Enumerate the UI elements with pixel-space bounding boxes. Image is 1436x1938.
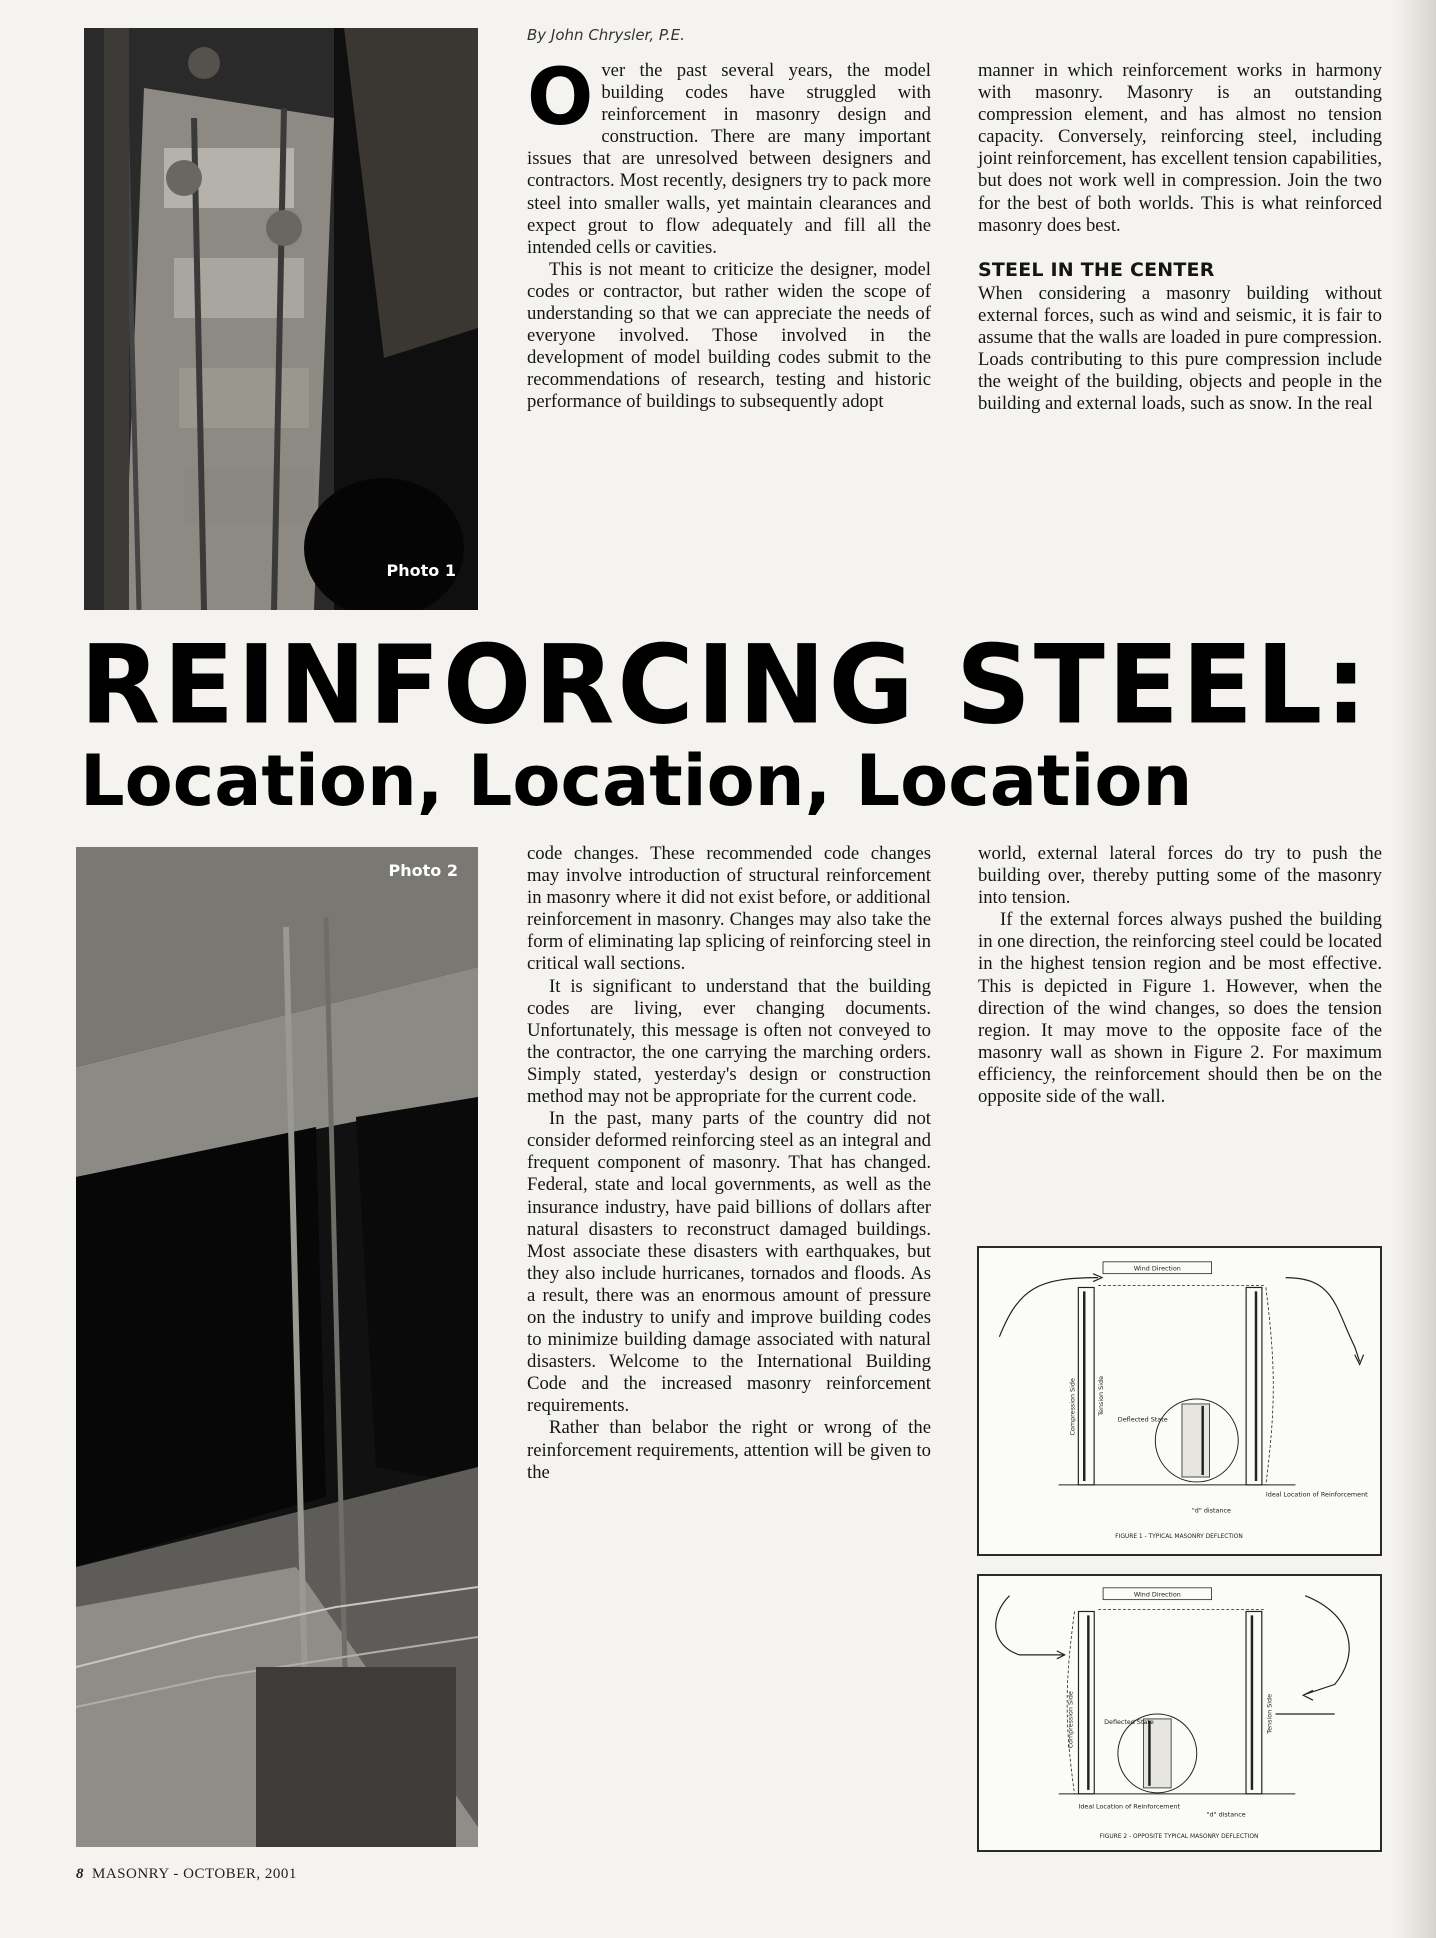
figure-2-wind-label: Wind Direction [1133,1590,1181,1599]
section-heading: STEEL IN THE CENTER [978,258,1215,281]
photo-2-label: Photo 2 [388,861,458,880]
paragraph-1: Over the past several years, the model building codes have struggled with reinforcement in masonry design and construction. There are many important issues that are unresolved between designers and contractors. Most recently, designers try to pack more steel into smaller walls, yet maintain clearances and expect grout to flow adequately and fill all the intended cells or cavities. [527,53,931,258]
figure-2 [977,1574,1382,1852]
figure-2-caption: FIGURE 2 - OPPOSITE TYPICAL MASONRY DEFLECTION [1099,1834,1259,1841]
paragraph-5: code changes. These recommended code changes may involve introduction of structural reinforcement in masonry where it did not exist before, or additional reinforcement in masonry. Changes may also take the form of eliminating lap splicing of reinforcing steel in critical wall sections. [527,843,931,975]
photo-1-image [84,28,478,610]
subheadline: Location, Location, Location [80,740,1193,822]
headline: REINFORCING STEEL: [80,620,1370,749]
page-gutter-shadow [1394,0,1436,1938]
drop-cap: O [527,53,594,143]
figure-1-wind-label: Wind Direction [1133,1264,1181,1273]
article-column-1 [527,53,931,620]
paragraph-9: world, external lateral forces do try to push the building over, thereby putting some of the masonry into tension. [978,843,1382,909]
figure-1 [977,1246,1382,1556]
photo-1 [84,28,478,610]
publication-line: MASONRY - OCTOBER, 2001 [92,1866,297,1882]
article-column-2 [978,60,1382,620]
figure-2-compression-label: Compression Side [1066,1691,1075,1749]
page-footer [76,1866,297,1883]
byline: By John Chrysler, P.E. [527,26,685,44]
paragraph-8: Rather than belabor the right or wrong of the reinforcement requirements, attention will be given to the [527,1417,931,1483]
photo-1-label: Photo 1 [386,561,456,580]
figure-1-ideal-label: Ideal Location of Reinforcement [1265,1490,1368,1499]
figure-2-diagram [979,1576,1380,1850]
figure-2-deflected-label: Deflected State [1104,1717,1154,1726]
article-column-4 [978,843,1382,1108]
figure-1-compression-label: Compression Side [1068,1378,1077,1436]
figure-1-caption: FIGURE 1 - TYPICAL MASONRY DEFLECTION [1115,1534,1243,1541]
figure-2-tension-label: Tension Side [1265,1693,1274,1734]
page-number: 8 [76,1866,84,1882]
paragraph-2: This is not meant to criticize the designer, model codes or contractor, but rather widen the scope of understanding so that we can appreciate the needs of everyone involved. Those involved in the development of model building codes submit to the recommendations of research, testing and historic performance of buildings to subsequently adopt [527,258,931,413]
paragraph-7: In the past, many parts of the country did not consider deformed reinforcing steel as an integral and frequent component of masonry. That has changed. Federal, state and local governments, as well as the insurance industry, have paid billions of dollars after natural disasters to reconstruct damaged buildings. Most associate these disasters with earthquakes, but they also include hurricanes, tornados and floods. As a result, there was an enormous amount of pressure on the industry to unify and improve building codes to minimize building damage associated with natural disasters. Welcome to the International Building Code and the increased masonry reinforcement requirements. [527,1108,931,1417]
paragraph-10: If the external forces always pushed the building in one direction, the reinforcing steel could be located in the highest tension region and be most effective. This is depicted in Figure 1. However, when the direction of the wind changes, so does the tension region. It may move to the opposite face of the masonry wall as shown in Figure 2. For maximum efficiency, the reinforcement should then be on the opposite side of the wall. [978,909,1382,1108]
photo-2 [76,847,478,1847]
figure-1-deflected-label: Deflected State [1117,1415,1168,1424]
figure-2-d-label: "d" distance [1206,1810,1246,1819]
paragraph-3: manner in which reinforcement works in harmony with masonry. Masonry is an outstanding compression element, and has almost no tension capacity. Conversely, reinforcing steel, including joint reinforcement, has excellent tension capabilities, but does not work well in compression. Join the two for the best of both worlds. This is what reinforced masonry does best. [978,60,1382,236]
figure-1-diagram [979,1248,1380,1554]
figure-2-ideal-label: Ideal Location of Reinforcement [1078,1802,1181,1811]
paragraph-4: When considering a masonry building without external forces, such as wind and seismic, it is fair to assume that the walls are loaded in pure compression. Loads contributing to this pure compression include the weight of the building, objects and people in the building and external loads, such as snow. In the real [978,282,1382,415]
paragraph-6: It is significant to understand that the building codes are living, ever changing documents. Unfortunately, this message is often not conveyed to the contractor, the one carrying the marching orders. Simply stated, yesterday's design or construction method may not be appropriate for the current code. [527,975,931,1108]
figure-1-tension-label: Tension Side [1097,1375,1105,1416]
figure-1-d-label: "d" distance [1191,1506,1231,1515]
article-column-3 [527,843,931,1843]
photo-2-image [76,847,478,1847]
